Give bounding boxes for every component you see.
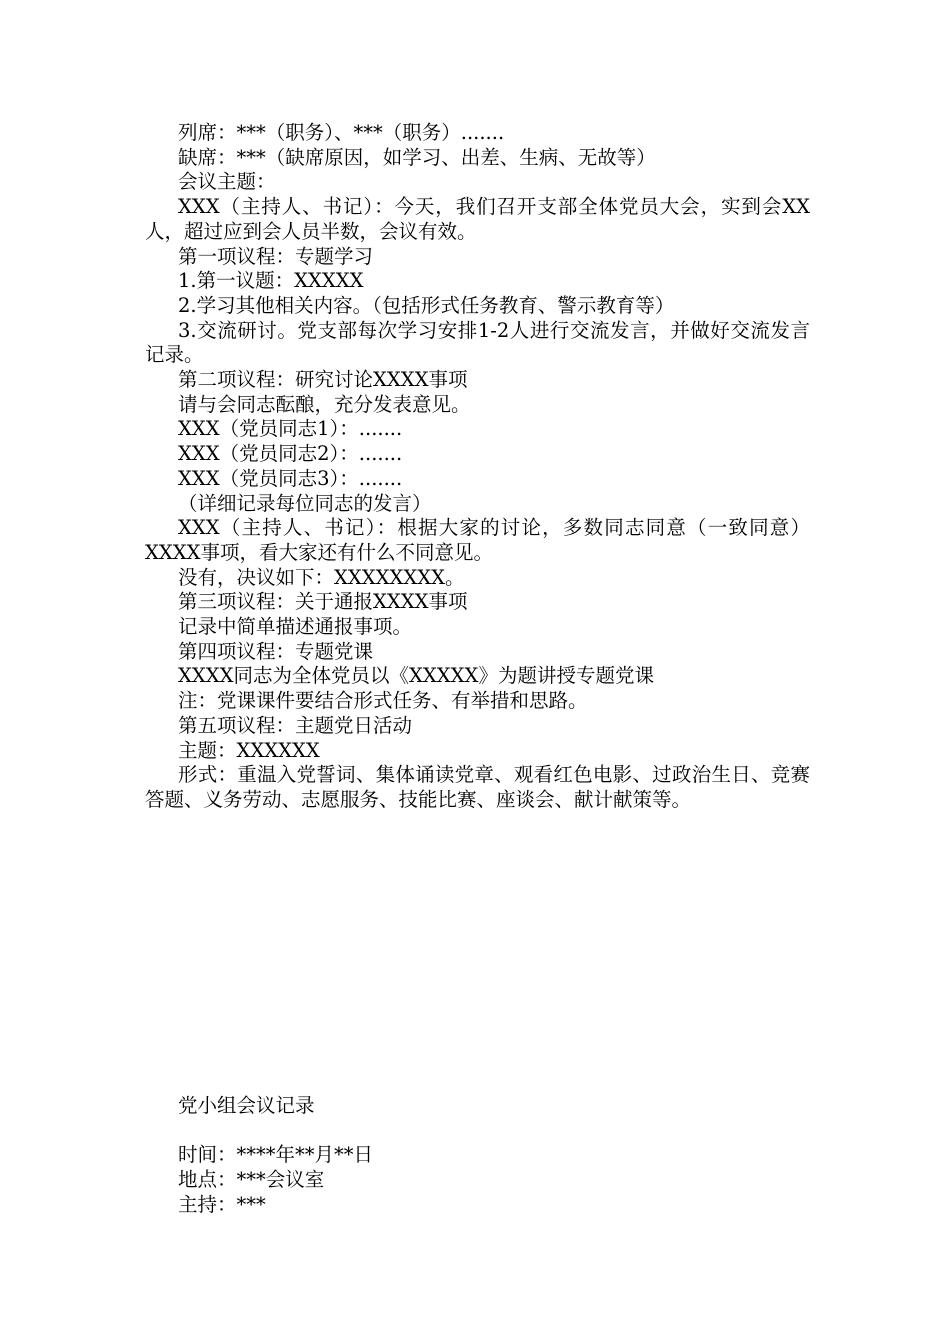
meeting-minutes-body (145, 121, 810, 813)
group-meeting-section (145, 1094, 810, 1218)
paragraph-host-summary: XXX（主持人、书记）：根据大家的讨论，多数同志同意（一致同意）XXXX事项，看大家还有什么不同意见。 (145, 516, 810, 564)
agenda-item-2: 第二项议程：研究讨论XXXX事项 (178, 368, 468, 392)
paragraph-discussion-invite: 请与会同志酝酿，充分发表意见。 (178, 392, 471, 416)
section-heading: 党小组会议记录 (178, 1094, 315, 1117)
agenda-item-5: 第五项议程：主题党日活动 (178, 713, 413, 737)
agenda-item-3: 第三项议程：关于通报XXXX事项 (178, 590, 468, 614)
paragraph-study-3: 3.交流研讨。党支部每次学习安排1-2人进行交流发言，并做好交流发言记录。 (145, 318, 810, 367)
paragraph-topic: 会议主题： (178, 170, 276, 194)
paragraph-attendees: 列席：***（职务）、***（职务）....... (178, 121, 505, 144)
meeting-time: 时间：****年**月**日 (178, 1143, 374, 1167)
paragraph-absent: 缺席：***（缺席原因，如学习、出差、生病、无故等） (178, 145, 656, 169)
paragraph-lecture: XXXX同志为全体党员以《XXXXX》为题讲授专题党课 (178, 664, 654, 688)
paragraph-study-2: 2.学习其他相关内容。（包括形式任务教育、警示教育等） (178, 293, 675, 317)
paragraph-opening: XXX（主持人、书记）：今天，我们召开支部全体党员大会，实到会XX人，超过应到会人员半数，会议有效。 (145, 195, 810, 243)
agenda-item-4: 第四项议程：专题党课 (178, 639, 374, 663)
paragraph-resolution: 没有，决议如下：XXXXXXXX。 (178, 565, 465, 589)
paragraph-lecture-note: 注：党课课件要结合形式任务、有举措和思路。 (178, 689, 588, 713)
paragraph-member-2: XXX（党员同志2）：....... (178, 442, 403, 466)
paragraph-member-1: XXX（党员同志1）：....... (178, 417, 403, 441)
paragraph-forms: 形式：重温入党誓词、集体诵读党章、观看红色电影、过政治生日、竞赛答题、义务劳动、志愿服务、技能比赛、座谈会、献计献策等。 (145, 763, 810, 811)
agenda-item-1: 第一项议程：专题学习 (178, 244, 374, 268)
paragraph-record-note: （详细记录每位同志的发言） (178, 491, 432, 515)
paragraph-member-3: XXX（党员同志3）：....... (178, 466, 403, 490)
paragraph-report-note: 记录中简单描述通报事项。 (178, 615, 413, 639)
meeting-host: 主持：*** (178, 1192, 266, 1216)
paragraph-study-1: 1.第一议题：XXXXX (178, 269, 364, 293)
paragraph-theme: 主题：XXXXXX (178, 738, 320, 762)
meeting-location: 地点：***会议室 (178, 1168, 325, 1192)
